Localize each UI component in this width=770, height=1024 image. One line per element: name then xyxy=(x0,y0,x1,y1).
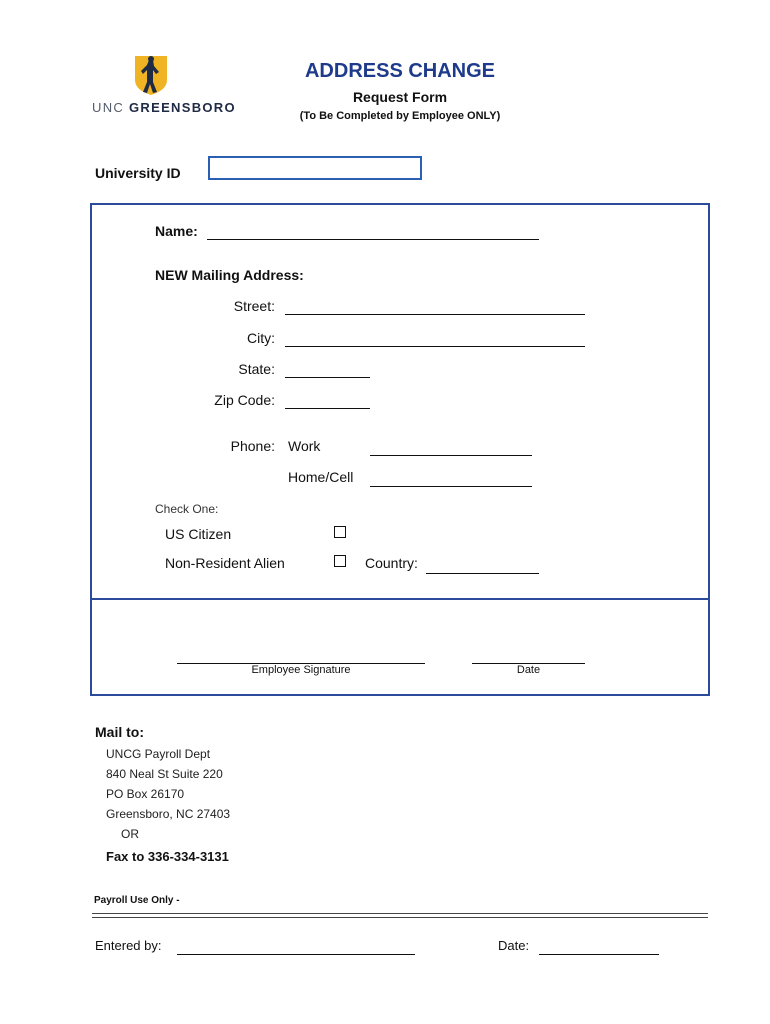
check-one-label: Check One: xyxy=(155,502,219,516)
city-label: City: xyxy=(247,330,275,346)
us-citizen-checkbox[interactable] xyxy=(334,526,346,538)
entered-by-label: Entered by: xyxy=(95,938,162,953)
state-input-line[interactable] xyxy=(285,377,370,378)
phone-label: Phone: xyxy=(230,438,275,454)
mail-address-line: 840 Neal St Suite 220 xyxy=(106,767,223,781)
payroll-rule-bottom xyxy=(92,917,708,918)
street-input-line[interactable] xyxy=(285,314,585,315)
state-label: State: xyxy=(238,361,275,377)
payroll-date-label: Date: xyxy=(498,938,530,953)
non-resident-alien-label: Non-Resident Alien xyxy=(165,555,285,571)
uncg-logo-text xyxy=(92,100,236,115)
entered-by-input-line[interactable] xyxy=(177,954,415,955)
fax-prefix: Fax to xyxy=(106,849,148,864)
payroll-use-only-label: Payroll Use Only - xyxy=(94,895,180,906)
work-phone-label: Work xyxy=(288,438,321,454)
home-cell-phone-input-line[interactable] xyxy=(370,486,532,487)
name-input-line[interactable] xyxy=(207,239,539,240)
signature-divider xyxy=(92,598,708,600)
form-title: ADDRESS CHANGE xyxy=(304,60,496,82)
fax-line xyxy=(106,849,229,864)
signature-date-label: Date xyxy=(516,664,541,676)
logo-greensboro: GREENSBORO xyxy=(129,100,236,115)
work-phone-input-line[interactable] xyxy=(370,455,532,456)
zip-code-input-line[interactable] xyxy=(285,408,370,409)
logo-unc: UNC xyxy=(92,100,125,115)
us-citizen-label: US Citizen xyxy=(165,526,232,542)
mailing-address-heading: NEW Mailing Address: xyxy=(155,267,304,283)
form-subtitle: Request Form xyxy=(352,89,448,105)
city-input-line[interactable] xyxy=(285,346,585,347)
street-label: Street: xyxy=(233,298,275,314)
non-resident-alien-checkbox[interactable] xyxy=(334,555,346,567)
country-label: Country: xyxy=(365,555,418,571)
uncg-logo-icon xyxy=(133,52,169,96)
employee-signature-label: Employee Signature xyxy=(251,664,351,676)
payroll-date-input-line[interactable] xyxy=(539,954,659,955)
mail-to-heading: Mail to: xyxy=(95,724,144,740)
university-id-label: University ID xyxy=(95,165,181,181)
university-id-input[interactable] xyxy=(208,156,422,180)
zip-code-label: Zip Code: xyxy=(214,392,275,408)
mail-or-text: OR xyxy=(121,827,139,841)
mail-address-line: Greensboro, NC 27403 xyxy=(106,807,231,821)
form-note: (To Be Completed by Employee ONLY) xyxy=(299,110,501,122)
mail-address-line: UNCG Payroll Dept xyxy=(106,747,211,761)
fax-number: 336-334-3131 xyxy=(147,849,229,864)
payroll-rule-top xyxy=(92,913,708,914)
name-label: Name: xyxy=(155,223,198,239)
home-cell-phone-label: Home/Cell xyxy=(288,469,354,485)
mail-address-line: PO Box 26170 xyxy=(106,787,185,801)
country-input-line[interactable] xyxy=(426,573,539,574)
